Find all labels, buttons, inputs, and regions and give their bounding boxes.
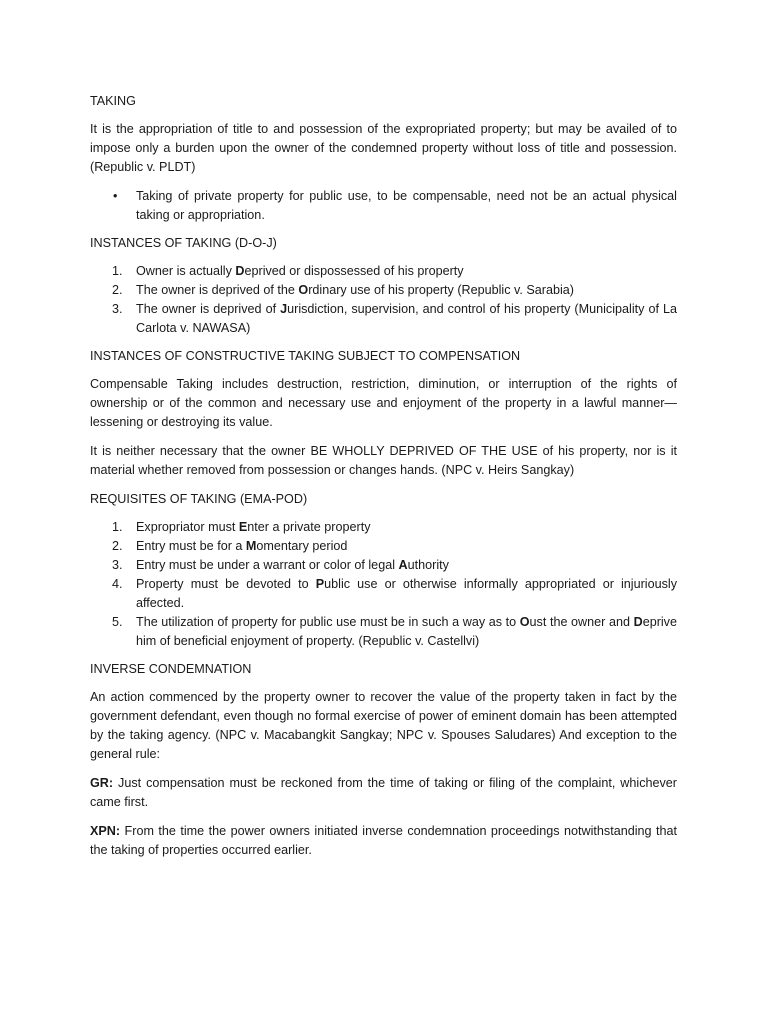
list-item <box>90 537 677 556</box>
mnemonic-letter: E <box>238 520 248 534</box>
xpn-text: From the time the power owners initiated inverse condemnation proceedings notwithstanding that the taking of properties occurred earlier. <box>90 824 677 857</box>
item-text: Owner is actually <box>136 264 236 278</box>
instances-heading: INSTANCES OF TAKING (D-O-J) <box>90 236 277 250</box>
gr-label: GR: <box>90 776 114 790</box>
xpn-label: XPN: <box>90 824 121 838</box>
taking-heading: TAKING <box>90 94 136 108</box>
item-text: omentary period <box>256 539 348 553</box>
list-item <box>90 300 677 338</box>
requisites-list <box>90 518 677 651</box>
general-rule <box>90 774 677 812</box>
mnemonic-letter: A <box>398 558 408 572</box>
taking-bullet-list <box>90 187 677 225</box>
item-text: ublic use or otherwise informally appropriated or injuriously affected. <box>136 577 677 610</box>
gr-text: Just compensation must be reckoned from the time of taking or filing of the complaint, whichever came first. <box>90 776 677 809</box>
mnemonic-letter: D <box>235 264 245 278</box>
inverse-para: An action commenced by the property owner to recover the value of the property taken in fact by the government defendant, even though no formal exercise of power of eminent domain has been attempted by the taking agency. (NPC v. Macabangkit Sangkay; NPC v. Spouses Saludares) And exception to the general rule: <box>90 690 677 761</box>
list-item <box>90 281 677 300</box>
instances-list <box>90 262 677 338</box>
item-text: Entry must be for a <box>136 539 246 553</box>
list-item <box>90 575 677 613</box>
item-text: nter a private property <box>247 520 371 534</box>
list-number: 2. <box>112 539 123 553</box>
mnemonic-letter: P <box>315 577 325 591</box>
list-number: 1. <box>112 520 123 534</box>
mnemonic-letter: O <box>298 283 309 297</box>
constructive-heading: INSTANCES OF CONSTRUCTIVE TAKING SUBJECT TO COMPENSATION <box>90 349 521 363</box>
item-text: The owner is deprived of <box>136 302 281 316</box>
mnemonic-letter: D <box>633 615 643 629</box>
list-number: 4. <box>112 577 123 591</box>
list-number: 1. <box>112 264 123 278</box>
document-page <box>90 92 677 870</box>
item-text: eprived or dispossessed of his property <box>244 264 464 278</box>
list-number: 3. <box>112 558 123 572</box>
constructive-para-1: Compensable Taking includes destruction, restriction, diminution, or interruption of the rights of ownership or of the common and necessary use and enjoyment of the property in a lawful manner—lessening or destroying its value. <box>90 377 677 429</box>
list-item <box>90 556 677 575</box>
mnemonic-letter: M <box>245 539 257 553</box>
list-number: 5. <box>112 615 123 629</box>
list-number: 3. <box>112 302 123 316</box>
item-text: uthority <box>407 558 449 572</box>
list-item <box>90 262 677 281</box>
list-number: 2. <box>112 283 123 297</box>
list-item <box>90 518 677 537</box>
inverse-heading: INVERSE CONDEMNATION <box>90 662 252 676</box>
item-text: The utilization of property for public use must be in such a way as to <box>136 615 520 629</box>
item-text: eprive him of beneficial enjoyment of property. (Republic v. Castellvi) <box>136 615 677 648</box>
item-text: The owner is deprived of the <box>136 283 299 297</box>
item-text: rdinary use of his property (Republic v. Sarabia) <box>308 283 574 297</box>
item-text: Entry must be under a warrant or color of legal <box>136 558 399 572</box>
mnemonic-letter: J <box>280 302 288 316</box>
item-text: Expropriator must <box>136 520 239 534</box>
item-text: Property must be devoted to <box>136 577 316 591</box>
mnemonic-letter: O <box>519 615 530 629</box>
requisites-heading: REQUISITES OF TAKING (EMA-POD) <box>90 492 308 506</box>
item-text: ust the owner and <box>529 615 634 629</box>
exception-rule <box>90 822 677 860</box>
taking-definition: It is the appropriation of title to and possession of the expropriated property; but may be availed of to impose only a burden upon the owner of the condemned property without loss of title and possession. (Republic v. PLDT) <box>90 122 677 174</box>
list-item: • Taking of private property for public use, to be compensable, need not be an actual physical taking or appropriation. <box>90 187 677 225</box>
constructive-para-2: It is neither necessary that the owner BE WHOLLY DEPRIVED OF THE USE of his property, nor is it material whether removed from possession or changes hands. (NPC v. Heirs Sangkay) <box>90 444 677 477</box>
list-item <box>90 613 677 651</box>
item-text: urisdiction, supervision, and control of his property (Municipality of La Carlota v. NAWASA) <box>136 302 678 335</box>
